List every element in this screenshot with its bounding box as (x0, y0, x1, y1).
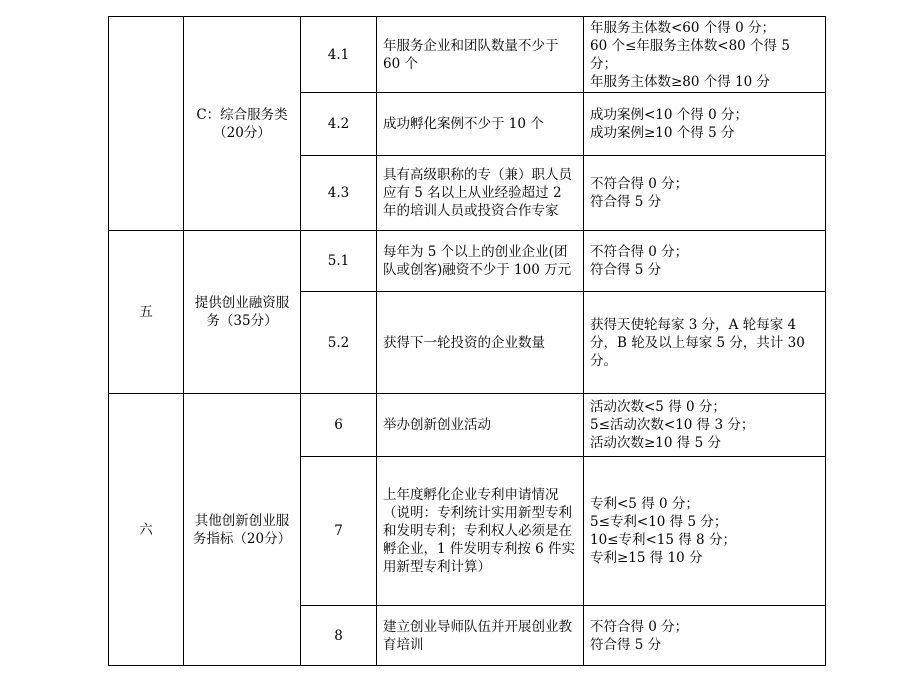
rule-line: 活动次数<5 得 0 分； (590, 399, 726, 415)
item-number: 8 (301, 606, 377, 666)
section-number: 五 (109, 231, 184, 394)
scoring-rule (584, 93, 826, 156)
rule-line: 成功案例<10 个得 0 分； (590, 107, 748, 123)
scoring-rule (584, 606, 826, 666)
rule-line: 符合得 5 分 (590, 262, 662, 278)
table-row (109, 17, 826, 93)
section-number: 六 (109, 394, 184, 666)
rule-line: 符合得 5 分 (590, 636, 662, 653)
item-number: 4.1 (301, 17, 377, 93)
item-number: 5.2 (301, 292, 377, 394)
requirement-text: 成功孵化案例不少于 10 个 (377, 93, 584, 156)
item-number: 5.1 (301, 231, 377, 292)
rule-line: 专利<5 得 0 分； (590, 496, 699, 512)
requirement-text: 建立创业导师队伍并开展创业教育培训 (377, 606, 584, 666)
rule-line: 不符合得 0 分； (590, 176, 689, 192)
scoring-rule (584, 231, 826, 292)
rule-line: 专利≥15 得 10 分 (590, 550, 703, 566)
rule-line: 年服务主体数≥80 个得 10 分 (590, 73, 771, 90)
rule-line: 不符合得 0 分； (590, 244, 689, 260)
scoring-rule (584, 292, 826, 394)
rule-line: 60 个≤年服务主体数<80 个得 5 分； (590, 37, 790, 72)
rule-line: 年服务主体数<60 个得 0 分； (590, 19, 775, 36)
item-number: 6 (301, 394, 377, 457)
rule-line: 不符合得 0 分； (590, 618, 689, 635)
table-row (109, 231, 826, 292)
item-number: 7 (301, 457, 377, 606)
rule-line: 活动次数≥10 得 5 分 (590, 435, 721, 451)
requirement-text: 获得下一轮投资的企业数量 (377, 292, 584, 394)
scoring-table (108, 16, 826, 666)
rule-line: 5≤活动次数<10 得 3 分； (590, 417, 755, 433)
rule-line: 符合得 5 分 (590, 194, 662, 210)
rule-line: 10≤专利<15 得 8 分； (590, 532, 736, 548)
item-number: 4.2 (301, 93, 377, 156)
scoring-rule (584, 394, 826, 457)
requirement-text: 年服务企业和团队数量不少于 60 个 (377, 17, 584, 93)
scoring-rule (584, 17, 826, 93)
requirement-text: 每年为 5 个以上的创业企业(团队或创客)融资不少于 100 万元 (377, 231, 584, 292)
item-number: 4.3 (301, 156, 377, 231)
section-number-cell (109, 17, 184, 231)
requirement-text: 上年度孵化企业专利申请情况（说明：专利统计实用新型专利和发明专利；专利权人必须是在孵企业，1 件发明专利按 6 件实用新型专利计算） (377, 457, 584, 606)
table-row (109, 394, 826, 457)
scoring-rule (584, 156, 826, 231)
category-cell: 其他创新创业服务指标（20分） (184, 394, 301, 666)
category-cell: C：综合服务类（20分） (184, 17, 301, 231)
category-cell: 提供创业融资服务（35分） (184, 231, 301, 394)
rule-line: 5≤专利<10 得 5 分； (590, 514, 728, 530)
requirement-text: 举办创新创业活动 (377, 394, 584, 457)
rule-line: 获得天使轮每家 3 分，A 轮每家 4 分，B 轮及以上每家 5 分，共计 30 分。 (590, 316, 805, 369)
scoring-rule (584, 457, 826, 606)
rule-line: 成功案例≥10 个得 5 分 (590, 125, 735, 141)
requirement-text: 具有高级职称的专（兼）职人员应有 5 名以上从业经验超过 2 年的培训人员或投资合作专家 (377, 156, 584, 231)
